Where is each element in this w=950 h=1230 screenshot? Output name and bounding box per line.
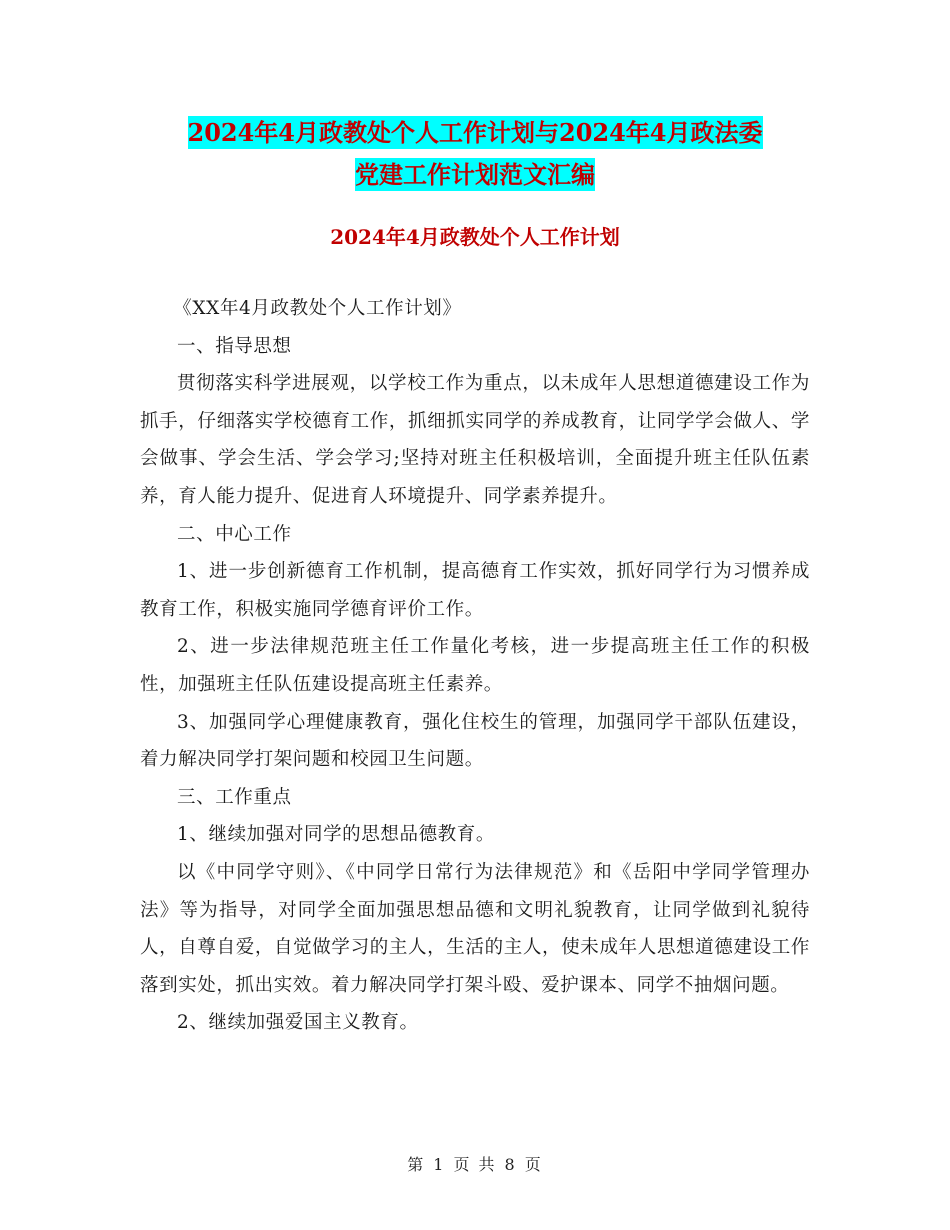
document-body	[140, 290, 810, 1042]
footer-label-mid: 页 共	[453, 1155, 497, 1174]
paragraph: 1、继续加强对同学的思想品德教育。	[177, 824, 495, 846]
footer-label-post: 页	[524, 1155, 543, 1174]
heading-central-work: 二、中心工作	[177, 523, 292, 545]
title-line-1: 2024年4月政教处个人工作计划与2024年4月政法委	[187, 118, 763, 147]
paragraph: 1、进一步创新德育工作机制，提高德育工作实效，抓好同学行为习惯养成教育工作，积极实施同学德育评价工作。	[140, 561, 810, 620]
paragraph: 贯彻落实科学进展观，以学校工作为重点，以未成年人思想道德建设工作为抓手，仔细落实学校德育工作，抓细抓实同学的养成教育，让同学学会做人、学会做事、学会生活、学会学习;坚持对班主任积极培训，全面提升班主任队伍素养，育人能力提升、促进育人环境提升、同学素养提升。	[140, 373, 810, 507]
heading-work-focus: 三、工作重点	[177, 786, 292, 808]
paragraph-plan-title: 《XX年4月政教处个人工作计划》	[173, 298, 462, 319]
paragraph: 3、加强同学心理健康教育，强化住校生的管理，加强同学干部队伍建设，着力解决同学打架问题和校园卫生问题。	[140, 711, 810, 771]
title-line-2: 党建工作计划范文汇编	[355, 160, 595, 189]
document-title	[140, 112, 810, 196]
page-footer	[0, 1152, 950, 1175]
paragraph: 以《中同学守则》、《中同学日常行为法律规范》和《岳阳中学同学管理办法》等为指导，对同学全面加强思想品德和文明礼貌教育，让同学做到礼貌待人，自尊自爱，自觉做学习的主人，生活的主人，使未成年人思想道德建设工作落到实处，抓出实效。着力解决同学打架斗殴、爱护课本、同学不抽烟问题。	[140, 861, 810, 996]
page-total: 8	[504, 1155, 517, 1174]
footer-label-pre: 第	[407, 1155, 426, 1174]
paragraph: 2、继续加强爱国主义教育。	[177, 1012, 419, 1034]
heading-guiding-thought: 一、指导思想	[177, 335, 292, 357]
section-title: 2024年4月政教处个人工作计划	[330, 225, 620, 249]
paragraph: 2、进一步法律规范班主任工作量化考核，进一步提高班主任工作的积极性，加强班主任队伍建设提高班主任素养。	[140, 636, 810, 695]
page-number: 1	[433, 1155, 446, 1174]
